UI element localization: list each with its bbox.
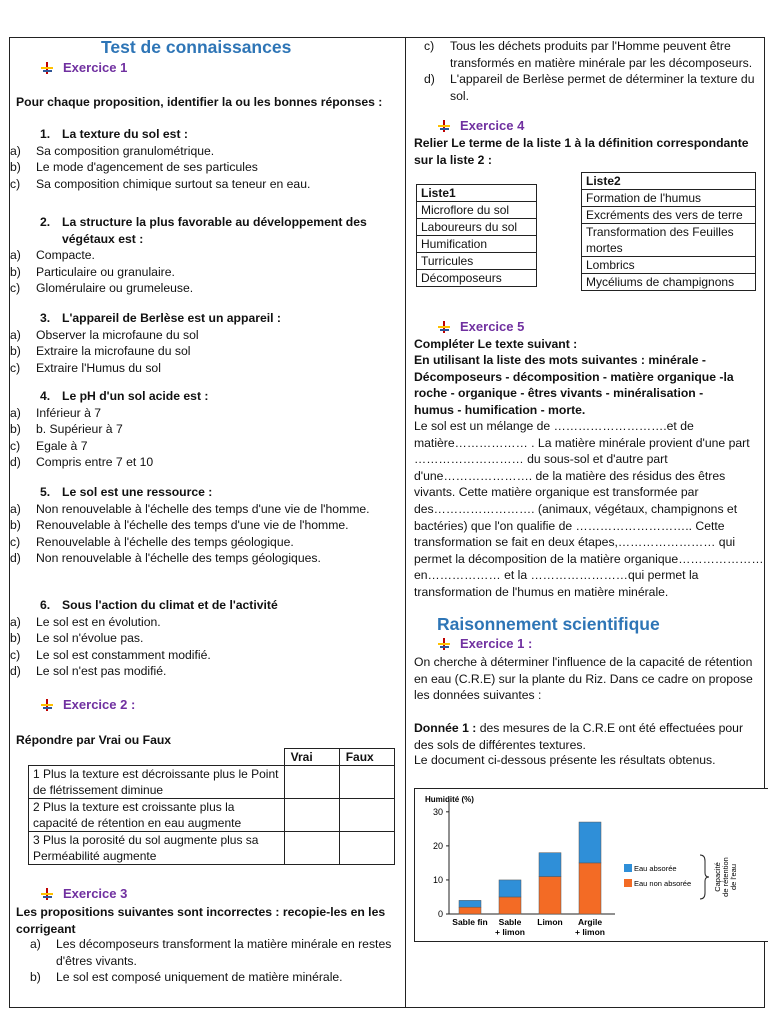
question-1 [10,126,396,192]
exercise-5-title: Exercice 5 [460,319,525,334]
exercise-1-heading [40,60,127,77]
vrai-cell-1[interactable] [284,766,339,799]
question-number: 4. [40,389,51,403]
question-4 [10,388,396,471]
bar-eau-non-absorbee [459,907,481,914]
legend-swatch [624,879,632,887]
list-1-item[interactable]: Microflore du sol [417,202,537,219]
option-letter: a) [10,143,21,158]
list-2-table [581,172,756,291]
option-text: Compacte. [36,248,95,263]
question-text [30,597,396,614]
list-2-item[interactable]: Excréments des vers de terre [582,207,756,224]
option-text: Le mode d'agencement de ses particules [36,160,258,175]
exercise-1-title: Exercice 1 [63,60,128,75]
donnee-1-text: des mesures de la C.R.E ont été effectuées pour des sols de différentes textures. [414,721,744,752]
list-item [424,71,764,104]
option-text: Particulaire ou granulaire. [36,264,175,279]
y-tick-label: 30 [432,806,443,817]
answer-option[interactable] [10,438,396,455]
question-text [30,310,396,327]
bullet-icon [40,699,54,711]
statement-3: 3 Plus la porosité du sol augmente plus sa Perméabilité augmente [29,832,285,865]
answer-option[interactable] [10,280,396,297]
list-1-item[interactable]: Turricules [417,253,537,270]
question-number: 5. [40,485,51,499]
list-1-item[interactable]: Humification [417,236,537,253]
worksheet-page [9,37,765,1008]
list-2-item[interactable]: Lombrics [582,257,756,274]
option-text: Le sol est en évolution. [36,614,161,629]
true-false-table [28,748,395,865]
option-text: Non renouvelable à l'échelle des temps d'une vie de l'homme. [36,501,370,516]
question-3 [10,310,396,376]
question-label: Le sol est une ressource : [62,485,213,499]
exercise-4-title: Exercice 4 [460,118,525,133]
answer-option[interactable] [10,663,396,680]
faux-header: Faux [339,749,394,766]
list-1-title: Liste1 [417,185,537,202]
answer-option[interactable] [10,421,396,438]
list-2-item[interactable]: Mycéliums de champignons [582,274,756,291]
legend-swatch [624,864,632,872]
option-letter: d) [10,664,21,679]
bullet-icon [437,321,451,333]
option-text: Extraire l'Humus du sol [36,360,161,375]
option-letter: a) [10,501,21,516]
rs-exercise-1-heading [437,636,532,653]
exercise-3-heading [40,886,127,903]
option-letter: c) [10,360,21,375]
question-label: La texture du sol est : [62,127,188,141]
option-text: Renouvelable à l'échelle des temps géologique. [36,534,294,549]
answer-option[interactable] [10,159,396,176]
faux-cell-3[interactable] [339,832,394,865]
exercise-3-title: Exercice 3 [63,886,128,901]
question-text [30,484,396,501]
left-column [10,38,406,1007]
question-number: 6. [40,598,51,612]
option-text: Extraire la microfaune du sol [36,344,191,359]
option-letter: a) [10,248,21,263]
answer-option[interactable] [10,343,396,360]
item-letter: c) [424,39,435,53]
answer-option[interactable] [10,247,396,264]
option-letter: a) [10,327,21,342]
option-letter: b) [10,518,21,533]
answer-option[interactable] [10,550,396,567]
option-text: Le sol n'est pas modifié. [36,664,167,679]
exercise-4-instruction: Relier Le terme de la liste 1 à la définition correspondante sur la liste 2 : [414,136,749,167]
exercise-1-instruction: Pour chaque proposition, identifier la ou les bonnes réponses : [16,95,383,109]
question-label: Le pH d'un sol acide est : [62,389,209,403]
exercise-3-instruction: Les propositions suivantes sont incorrectes : recopie-les en les corrigeant [16,905,386,936]
exercise-3-items-right [424,38,764,104]
page-title: Test de connaissances [101,37,292,57]
doc-text: Le document ci-dessous présente les résultats obtenus. [414,753,716,767]
item-letter: a) [30,937,41,951]
legend-label: Eau non absorée [634,879,692,888]
humidity-chart [414,788,768,942]
item-letter: d) [424,72,435,87]
vrai-cell-2[interactable] [284,799,339,832]
donnee-1 [414,720,764,753]
option-text: Glomérulaire ou grumeleuse. [36,281,194,296]
question-number: 1. [40,127,51,141]
answer-option[interactable] [10,264,396,281]
answer-option[interactable] [10,405,396,422]
item-text: Tous les déchets produits par l'Homme peuvent être transformés en matière minérale par les décomposeurs. [450,39,753,70]
bar-eau-absorbee [579,822,601,863]
option-text: Sa composition chimique surtout sa teneur en eau. [36,176,311,191]
bar-eau-non-absorbee [539,877,561,914]
option-text: Compris entre 7 et 10 [36,455,154,470]
answer-option[interactable] [10,176,396,193]
bullet-icon [40,62,54,74]
y-axis-label: Humidité (%) [425,795,474,804]
list-item [30,969,400,986]
bullet-icon [437,120,451,132]
option-letter: b) [10,264,21,279]
rs-intro: On cherche à déterminer l'influence de la capacité de rétention en eau (C.R.E) sur la plante du Riz. Dans ce cadre on propose les données suivantes : [414,655,753,703]
question-text [30,126,396,143]
answer-option[interactable] [10,454,396,471]
question-number: 3. [40,311,51,325]
option-text: Renouvelable à l'échelle des temps d'une vie de l'homme. [36,518,349,533]
answer-option[interactable] [10,517,396,534]
legend-label: Eau absorée [634,864,677,873]
exercise-2-instruction: Répondre par Vrai ou Faux [16,733,172,747]
exercise-5-word-list: En utilisant la liste des mots suivantes : minérale - Décomposeurs - décomposition - matière organique -la roche - organique - êtres vivants - minéralisation - humus - humification - morte. [414,353,734,417]
bar-eau-absorbee [499,880,521,897]
table-row [29,766,395,799]
rs-exercise-1-title: Exercice 1 : [460,636,533,651]
option-letter: a) [10,614,21,629]
answer-option[interactable] [10,501,396,518]
vrai-cell-3[interactable] [284,832,339,865]
option-letter: b) [10,344,21,359]
option-letter: b) [10,422,21,437]
option-letter: c) [10,281,21,296]
option-text: Observer la microfaune du sol [36,327,199,342]
brace-icon [700,855,709,899]
option-text: Le sol n'évolue pas. [36,631,144,646]
question-number: 2. [40,215,51,229]
option-letter: b) [10,631,21,646]
x-tick-label: Limon [537,917,563,927]
bar-eau-absorbee [459,900,481,907]
x-tick-label: Sable + limon [495,917,525,937]
question-6 [10,597,396,680]
y-tick-label: 20 [432,840,443,851]
option-letter: c) [10,176,21,191]
vrai-header: Vrai [284,749,339,766]
question-5 [10,484,396,567]
option-text: b. Supérieur à 7 [36,422,123,437]
option-letter: c) [10,534,21,549]
option-letter: a) [10,405,21,420]
list-1-item[interactable]: Décomposeurs [417,270,537,287]
option-letter: c) [10,647,21,662]
question-2 [10,214,396,297]
item-text: Le sol est composé uniquement de matière minérale. [56,970,343,985]
list-2-item[interactable]: Formation de l'humus [582,190,756,207]
answer-option[interactable] [10,327,396,344]
answer-option[interactable] [10,534,396,551]
bullet-icon [437,638,451,650]
list-1-table [416,184,537,287]
section-title-raisonnement: Raisonnement scientifique [437,614,660,634]
option-text: Egale à 7 [36,438,88,453]
answer-option[interactable] [10,360,396,377]
bullet-icon [40,888,54,900]
option-letter: b) [10,160,21,175]
list-1-item[interactable]: Laboureurs du sol [417,219,537,236]
bar-eau-non-absorbee [579,863,601,914]
statement-2: 2 Plus la texture est croissante plus la capacité de rétention en eau augmente [29,799,285,832]
answer-option[interactable] [10,630,396,647]
exercise-5-heading [437,319,524,336]
faux-cell-1[interactable] [339,766,394,799]
question-label: L'appareil de Berlèse est un appareil : [62,311,281,325]
table-row [29,832,395,865]
item-letter: b) [30,970,41,985]
answer-option[interactable] [10,614,396,631]
option-text: Inférieur à 7 [36,405,102,420]
donnee-1-label: Donnée 1 : [414,721,477,735]
exercise-2-title: Exercice 2 : [63,697,136,712]
list-item [424,38,764,71]
item-text: L'appareil de Berlèse permet de déterminer la texture du sol. [450,72,755,103]
list-2-title: Liste2 [582,173,756,190]
chart-svg [415,789,768,941]
statement-1: 1 Plus la texture est décroissante plus le Point de flétrissement diminue [29,766,285,799]
option-letter: c) [10,438,21,453]
right-column [406,38,764,1007]
exercise-2-heading [40,697,135,714]
x-tick-label: Sable fin [452,917,488,927]
bar-eau-non-absorbee [499,897,521,914]
exercise-5-fill-text: Le sol est un mélange de ……………………….et de matière……………… . La matière minérale provient d'une part ……………………… du sous-sol et d'autre part d'une…………………. de la matière des résidus des êtres vivants. Cette matière organique est transformée par des……………………. (animaux, végétaux, champignons et bactéries) que l'on qualifie de ……………………….. Cette transformation se fait en deux étapes,…………………… qui permet la décomposition de la matière organique………………… en……………… et la ……………………qui permet la transformation de l'humus en matière minérale. [414,419,764,599]
y-tick-label: 0 [437,909,443,919]
question-text [30,388,396,405]
x-tick-label: Argile + limon [575,917,605,937]
list-2-item[interactable]: Transformation des Feuilles mortes [582,224,756,257]
bar-eau-absorbee [539,853,561,877]
table-row [29,799,395,832]
question-text [30,214,396,247]
question-label: Sous l'action du climat et de l'activité [62,598,278,612]
y-tick-label: 10 [432,874,443,885]
option-text: Sa composition granulométrique. [36,143,215,158]
exercise-3-items-left [30,936,400,986]
question-label: La structure la plus favorable au développement des végétaux est : [62,215,367,246]
answer-option[interactable] [10,143,396,160]
answer-option[interactable] [10,647,396,664]
list-item [30,936,400,969]
exercise-5-instruction: Compléter Le texte suivant : [414,337,578,351]
item-text: Les décomposeurs transforment la matière minérale en restes d'êtres vivants. [56,937,392,968]
option-text: Non renouvelable à l'échelle des temps géologiques. [36,551,321,566]
option-letter: d) [10,551,21,566]
faux-cell-2[interactable] [339,799,394,832]
exercise-4-heading [437,118,524,135]
option-text: Le sol est constamment modifié. [36,647,211,662]
option-letter: d) [10,455,21,470]
brace-label: Capacitéde rétentionde l'eau [713,857,738,897]
